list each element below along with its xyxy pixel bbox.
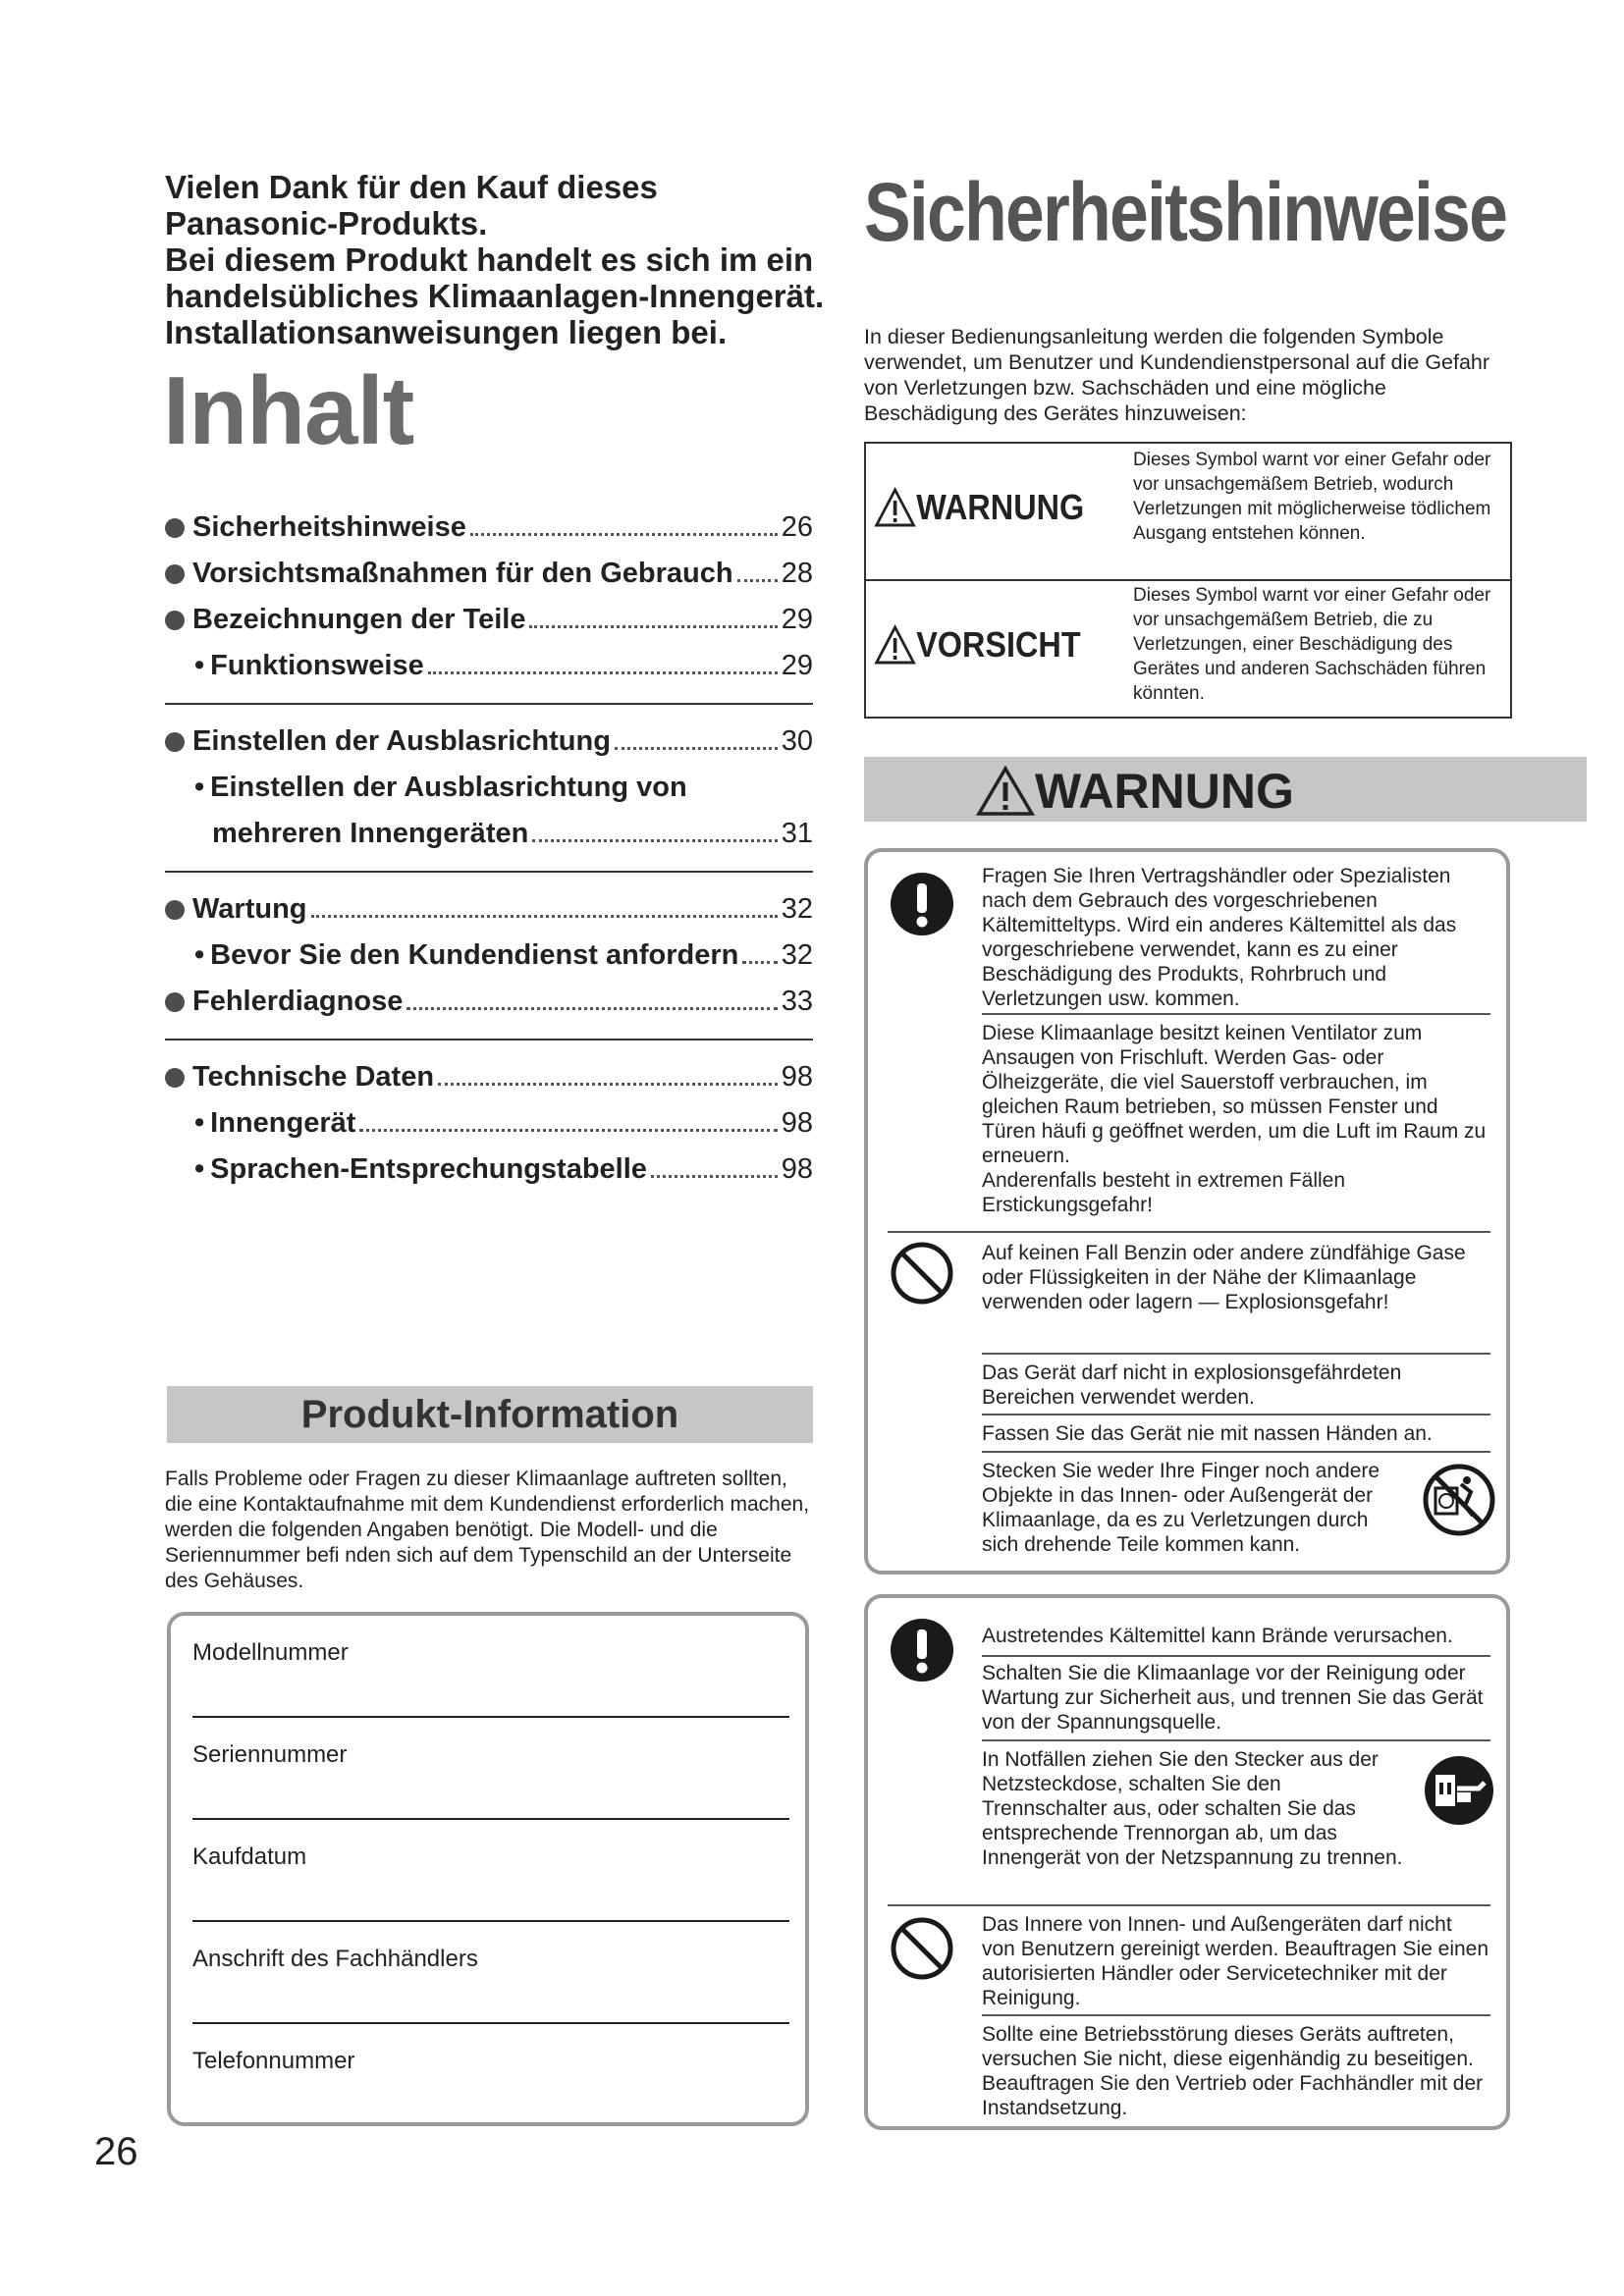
intro-line-1: Vielen Dank für den Kauf dieses Panasonic-Produkts. <box>165 169 658 241</box>
toc-entry-label: Technische Daten <box>192 1061 435 1093</box>
item-divider <box>982 1655 1490 1657</box>
warning-box-1 <box>864 848 1510 1575</box>
toc-entry[interactable] <box>165 886 813 933</box>
warning-item: Sollte eine Betriebsstörung dieses Geräts auftreten, versuchen Sie nicht, diese eigenhändig zu beseitigen. Beauftragen Sie den Vertrieb oder Fachhändler mit der Instandsetzung. <box>982 2023 1484 2119</box>
leader-dots <box>532 839 777 842</box>
item-divider <box>888 1904 1490 1906</box>
bullet-icon <box>165 732 185 752</box>
prohibited-icon <box>890 1241 954 1306</box>
intro-text <box>165 169 833 350</box>
item-divider <box>982 1013 1490 1015</box>
toc-entry-page: 30 <box>781 725 813 757</box>
toc-entry-label: Bezeichnungen der Teile <box>192 604 526 635</box>
item-divider <box>888 1231 1490 1233</box>
toc-entry-label: Bevor Sie den Kundendienst anfordern <box>210 939 739 971</box>
bullet-icon <box>165 1068 185 1088</box>
toc-subentry[interactable] <box>165 1147 813 1193</box>
leader-dots <box>529 625 777 628</box>
intro-line-3: Installationsanweisungen liegen bei. <box>165 314 728 350</box>
prohibited-icon <box>890 1916 954 1981</box>
caution-description: Dieses Symbol warnt vor einer Gefahr oder vor unsachgemäßem Betrieb, die zu Verletzungen, einer Beschädigung des Gerätes und anderen Sachschäden führen könnten. <box>1133 585 1491 704</box>
leader-dots <box>311 915 778 918</box>
toc-entry-page: 26 <box>781 511 813 543</box>
caution-symbol-label <box>874 624 1081 666</box>
symbol-row-warning <box>866 444 1510 579</box>
item-divider <box>982 1353 1490 1355</box>
warning-item: Anderenfalls besteht in extremen Fällen Erstickungsgefahr! <box>982 1169 1346 1216</box>
warning-triangle-icon <box>874 487 916 528</box>
warning-item: Diese Klimaanlage besitzt keinen Ventilator zum Ansaugen von Frischluft. Werden Gas- oder Ölheizgeräte, die viel Sauerstoff verbrauchen, im gleichen Raum betrieben, so müssen Fenster und Türen häufi g geöffnet werden, um die Luft im Raum zu erneuern. <box>982 1022 1487 1167</box>
toc-entry[interactable] <box>165 979 813 1025</box>
field-label-dealer-address: Anschrift des Fachhändlers <box>192 1946 478 1972</box>
unplug-icon <box>1422 1753 1496 1828</box>
item-divider <box>982 1739 1490 1741</box>
caution-label-text: VORSICHT <box>916 624 1081 665</box>
toc-entry-label: Funktionsweise <box>210 650 424 681</box>
toc-entry-page: 29 <box>781 650 813 681</box>
leader-dots <box>438 1083 778 1086</box>
leader-dots <box>737 579 778 582</box>
bullet-icon: • <box>194 1153 205 1185</box>
leader-dots <box>470 533 778 536</box>
toc-entry[interactable] <box>165 551 813 597</box>
toc-entry-label: Wartung <box>192 893 307 925</box>
toc-subentry-continued[interactable] <box>165 811 813 857</box>
toc-entry-label: Sicherheitshinweise <box>192 511 466 543</box>
leader-dots <box>651 1175 778 1178</box>
product-info-form <box>167 1612 809 2126</box>
bullet-icon <box>165 611 185 630</box>
toc-title: Inhalt <box>163 356 414 464</box>
mandatory-action-icon <box>890 872 954 936</box>
warning-label-text: WARNUNG <box>916 487 1085 527</box>
bullet-icon <box>165 900 185 920</box>
warning-item: Das Gerät darf nicht in explosionsgefährdeten Bereichen verwendet werden. <box>982 1362 1402 1409</box>
toc-divider <box>165 1039 813 1041</box>
field-label-phone: Telefonnummer <box>192 2048 355 2074</box>
bullet-icon: • <box>194 1107 205 1139</box>
toc-entry-label: Vorsichtsmaßnahmen für den Gebrauch <box>192 558 733 589</box>
toc-entry-page: 98 <box>781 1061 813 1093</box>
field-line-model[interactable] <box>192 1716 789 1718</box>
toc-entry-page: 29 <box>781 604 813 635</box>
toc-entry-label: Fehlerdiagnose <box>192 986 404 1017</box>
field-line-purchase-date[interactable] <box>192 1920 789 1922</box>
field-label-serial: Seriennummer <box>192 1741 348 1768</box>
symbol-row-caution <box>866 581 1510 719</box>
leader-dots <box>406 1007 777 1010</box>
warning-item: Auf keinen Fall Benzin oder andere zündfähige Gase oder Flüssigkeiten in der Nähe der Klimaanlage verwenden oder lagern — Explosionsgefahr! <box>982 1242 1466 1313</box>
toc-entry-page: 98 <box>781 1107 813 1139</box>
leader-dots <box>428 671 778 674</box>
safety-intro: In dieser Bedienungsanleitung werden die folgenden Symbole verwendet, um Benutzer und Kundendienstpersonal auf die Gefahr von Verletzungen bzw. Sachschäden und eine mögliche Beschädigung des Gerätes hinzuweisen: <box>864 325 1490 425</box>
toc-entry[interactable] <box>165 719 813 765</box>
toc-entry[interactable] <box>165 1054 813 1100</box>
table-of-contents <box>165 505 813 1193</box>
toc-entry-label: Einstellen der Ausblasrichtung von <box>210 772 687 803</box>
leader-dots <box>742 961 777 964</box>
warning-item: Fragen Sie Ihren Vertragshändler oder Spezialisten nach dem Gebrauch des vorgeschriebenen Kältemitteltyps. Wird ein anderes Kältemittel als das vorgeschriebene verwendet, kann es zu einer Beschädigung des Produkts, Rohrbruch und Verletzungen usw. kommen. <box>982 865 1457 1010</box>
item-divider <box>982 1451 1490 1453</box>
warning-item: Schalten Sie die Klimaanlage vor der Reinigung oder Wartung zur Sicherheit aus, und trennen Sie das Gerät von der Spannungsquelle. <box>982 1662 1484 1734</box>
toc-entry-page: 32 <box>781 939 813 971</box>
warning-item: Austretendes Kältemittel kann Brände verursachen. <box>982 1625 1453 1647</box>
field-label-purchase-date: Kaufdatum <box>192 1843 307 1870</box>
toc-entry[interactable] <box>165 597 813 643</box>
safety-title: Sicherheitshinweise <box>864 166 1507 258</box>
toc-entry-page: 33 <box>781 986 813 1017</box>
warning-box-2 <box>864 1594 1510 2130</box>
warning-heading-bar <box>864 757 1587 822</box>
page-number: 26 <box>94 2130 138 2173</box>
field-line-dealer-address[interactable] <box>192 2022 789 2024</box>
toc-entry-page: 98 <box>781 1153 813 1185</box>
toc-entry-page: 28 <box>781 558 813 589</box>
toc-entry-page: 31 <box>781 818 813 849</box>
toc-entry-label: Innengerät <box>210 1107 356 1139</box>
toc-subentry[interactable] <box>165 1100 813 1147</box>
intro-line-2: Bei diesem Produkt handelt es sich im ein handelsübliches Klimaanlagen-Innengerät. <box>165 241 825 314</box>
toc-entry-label: Sprachen-Entsprechungstabelle <box>210 1153 647 1185</box>
bullet-icon <box>165 518 185 538</box>
toc-entry-label: mehreren Innengeräten <box>212 818 529 849</box>
warning-item: In Notfällen ziehen Sie den Stecker aus der Netzsteckdose, schalten Sie den Trennschalter aus, oder schalten Sie das entsprechende Trennorgan ab, um das Innengerät von der Netzspannung zu trennen. <box>982 1748 1403 1869</box>
bullet-icon <box>165 992 185 1012</box>
toc-entry-page: 32 <box>781 893 813 925</box>
warning-item: Stecken Sie weder Ihre Finger noch andere Objekte in das Innen- oder Außengerät der Klimaanlage, da es zu Verletzungen durch sich drehende Teile kommen kann. <box>982 1460 1380 1556</box>
toc-subentry[interactable] <box>165 643 813 689</box>
product-info-text: Falls Probleme oder Fragen zu dieser Klimaanlage auftreten sollten, die eine Kontaktaufnahme mit dem Kundendienst erforderlich machen, werden die folgenden Angaben benötigt. Die Modell- und die Seriennummer befi nden sich auf dem Typenschild an der Unterseite des Gehäuses. <box>165 1468 810 1592</box>
leader-dots <box>615 747 778 750</box>
field-label-model: Modellnummer <box>192 1639 349 1666</box>
toc-entry-label: Einstellen der Ausblasrichtung <box>192 725 611 757</box>
caution-triangle-icon <box>874 624 916 666</box>
bullet-icon <box>165 564 185 584</box>
bullet-icon: • <box>194 939 205 971</box>
product-info-heading: Produkt-Information <box>167 1386 813 1443</box>
warning-description: Dieses Symbol warnt vor einer Gefahr oder vor unsachgemäßem Betrieb, wodurch Verletzungen mit möglicherweise tödlichem Ausgang entstehen können. <box>1133 450 1491 544</box>
field-line-serial[interactable] <box>192 1818 789 1820</box>
toc-subentry[interactable] <box>165 765 813 811</box>
leader-dots <box>359 1129 777 1132</box>
warning-item: Fassen Sie das Gerät nie mit nassen Händen an. <box>982 1422 1433 1445</box>
no-fingers-fan-icon <box>1422 1463 1496 1537</box>
warning-heading-text: WARNUNG <box>1035 764 1294 819</box>
mandatory-action-icon <box>890 1618 954 1682</box>
symbol-legend-table <box>864 442 1512 719</box>
item-divider <box>982 1414 1490 1415</box>
toc-subentry[interactable] <box>165 933 813 979</box>
warning-item: Das Innere von Innen- und Außengeräten darf nicht von Benutzern gereinigt werden. Beauftragen Sie einen autorisierten Händler oder Servicetechniker mit der Reinigung. <box>982 1913 1489 2009</box>
bullet-icon: • <box>194 650 205 681</box>
warning-heading <box>976 763 1294 820</box>
warning-triangle-icon <box>976 766 1035 817</box>
warning-symbol-label <box>874 487 1084 528</box>
toc-divider <box>165 703 813 705</box>
bullet-icon: • <box>194 772 205 803</box>
toc-entry[interactable] <box>165 505 813 551</box>
item-divider <box>982 2014 1490 2016</box>
toc-divider <box>165 871 813 873</box>
